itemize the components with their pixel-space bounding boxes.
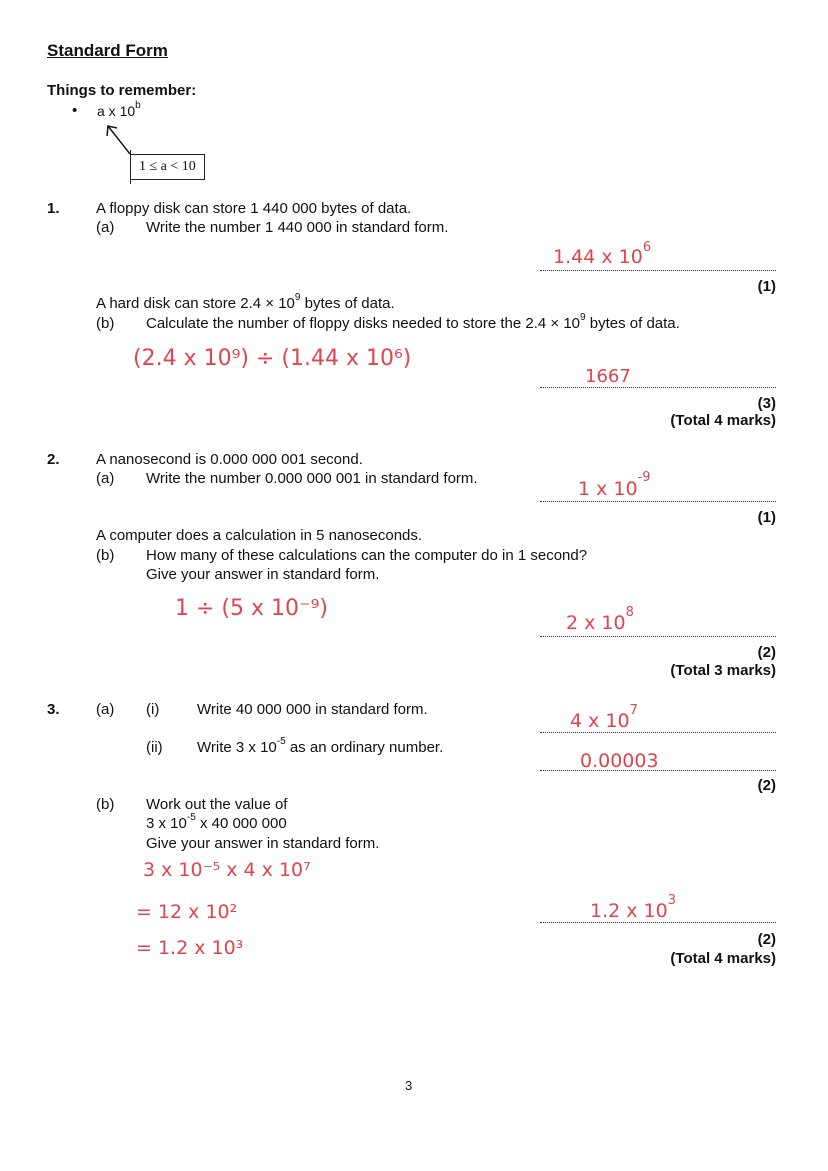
- q1b-label: (b): [96, 315, 115, 332]
- q3-number: 3.: [47, 701, 60, 718]
- q2b-text2: Give your answer in standard form.: [146, 566, 380, 583]
- q2a-marks: (1): [757, 509, 776, 526]
- q2b-answer: 2 x $10^8$: [566, 605, 634, 634]
- q2a-text: Write the number 0.000 000 001 in standard form.: [146, 470, 478, 487]
- q1b-text: Calculate the number of floppy disks needed to store the $2.4 \times 10^9$ bytes of data.: [146, 312, 680, 332]
- q1-number: 1.: [47, 200, 60, 217]
- q1a-answer-line: [540, 270, 776, 271]
- q1a-text: Write the number 1 440 000 in standard form.: [146, 219, 449, 236]
- q1a-marks: (1): [757, 278, 776, 295]
- q2b-label: (b): [96, 547, 115, 564]
- q2b-working: 1 ÷ (5 x 10⁻⁹): [175, 596, 329, 621]
- q2b-answer-line: [540, 636, 776, 637]
- q2b-text1: How many of these calculations can the computer do in 1 second?: [146, 547, 588, 564]
- q1b-marks: (3): [757, 395, 776, 412]
- q3a-label: (a): [96, 701, 115, 718]
- q2-number: 2.: [47, 451, 60, 468]
- q2-intro2: A computer does a calculation in 5 nanoseconds.: [96, 527, 423, 544]
- q3b-text1: Work out the value of: [146, 796, 288, 813]
- q1a-label: (a): [96, 219, 115, 236]
- q3b-label: (b): [96, 796, 115, 813]
- q1b-working: (2.4 x 10⁹) ÷ (1.44 x 10⁶): [133, 346, 412, 371]
- q3b-working-2: = 12 x 10²: [136, 901, 238, 923]
- q3aii-text: Write 3 x $10^{-5}$ as an ordinary number.: [197, 736, 444, 756]
- q3aii-answer-line: [540, 770, 776, 771]
- q1a-answer: 1.44 x $10^6$: [553, 240, 652, 268]
- q1-intro: A floppy disk can store 1 440 000 bytes of data.: [96, 200, 412, 217]
- q2-total: (Total 3 marks): [670, 662, 776, 679]
- q1b-answer: 1667: [585, 366, 631, 387]
- remember-form: a x 10$^b$: [97, 100, 141, 119]
- page-number: 3: [405, 1078, 413, 1093]
- q1b-answer-line: [540, 387, 776, 388]
- q3b-marks: (2): [757, 931, 776, 948]
- q2b-marks: (2): [757, 644, 776, 661]
- q3b-text3: Give your answer in standard form.: [146, 835, 380, 852]
- q2a-answer-line: [540, 501, 776, 502]
- q3ai-answer: 4 x $10^7$: [570, 703, 638, 732]
- q2-intro: A nanosecond is 0.000 000 001 second.: [96, 451, 363, 468]
- q2a-label: (a): [96, 470, 115, 487]
- page-title: Standard Form: [47, 41, 168, 60]
- remember-heading: Things to remember:: [47, 82, 197, 99]
- q3b-answer: 1.2 x $10^3$: [590, 893, 676, 922]
- q3b-answer-line: [540, 922, 776, 923]
- q3-total: (Total 4 marks): [670, 950, 776, 967]
- q3ai-text: Write 40 000 000 in standard form.: [197, 701, 428, 718]
- q1-intro2: A hard disk can store $2.4 \times 10^9$ bytes of data.: [96, 292, 395, 312]
- q3aii-label: (ii): [146, 739, 163, 756]
- q1-total: (Total 4 marks): [670, 412, 776, 429]
- q3b-working-3: = 1.2 x 10³: [136, 937, 244, 959]
- bullet: •: [72, 102, 78, 119]
- q3a-marks: (2): [757, 777, 776, 794]
- q3ai-answer-line: [540, 732, 776, 733]
- condition-box: 1 ≤ a < 10: [130, 154, 205, 180]
- q3b-working-1: 3 x 10⁻⁵ x 4 x 10⁷: [143, 859, 311, 881]
- q3aii-answer: 0.00003: [580, 750, 659, 772]
- q3ai-label: (i): [146, 701, 160, 718]
- q2a-answer: 1 x $10^{-9}$: [578, 470, 651, 500]
- q3b-text2: 3 x $10^{-5}$ x 40 000 000: [146, 812, 287, 832]
